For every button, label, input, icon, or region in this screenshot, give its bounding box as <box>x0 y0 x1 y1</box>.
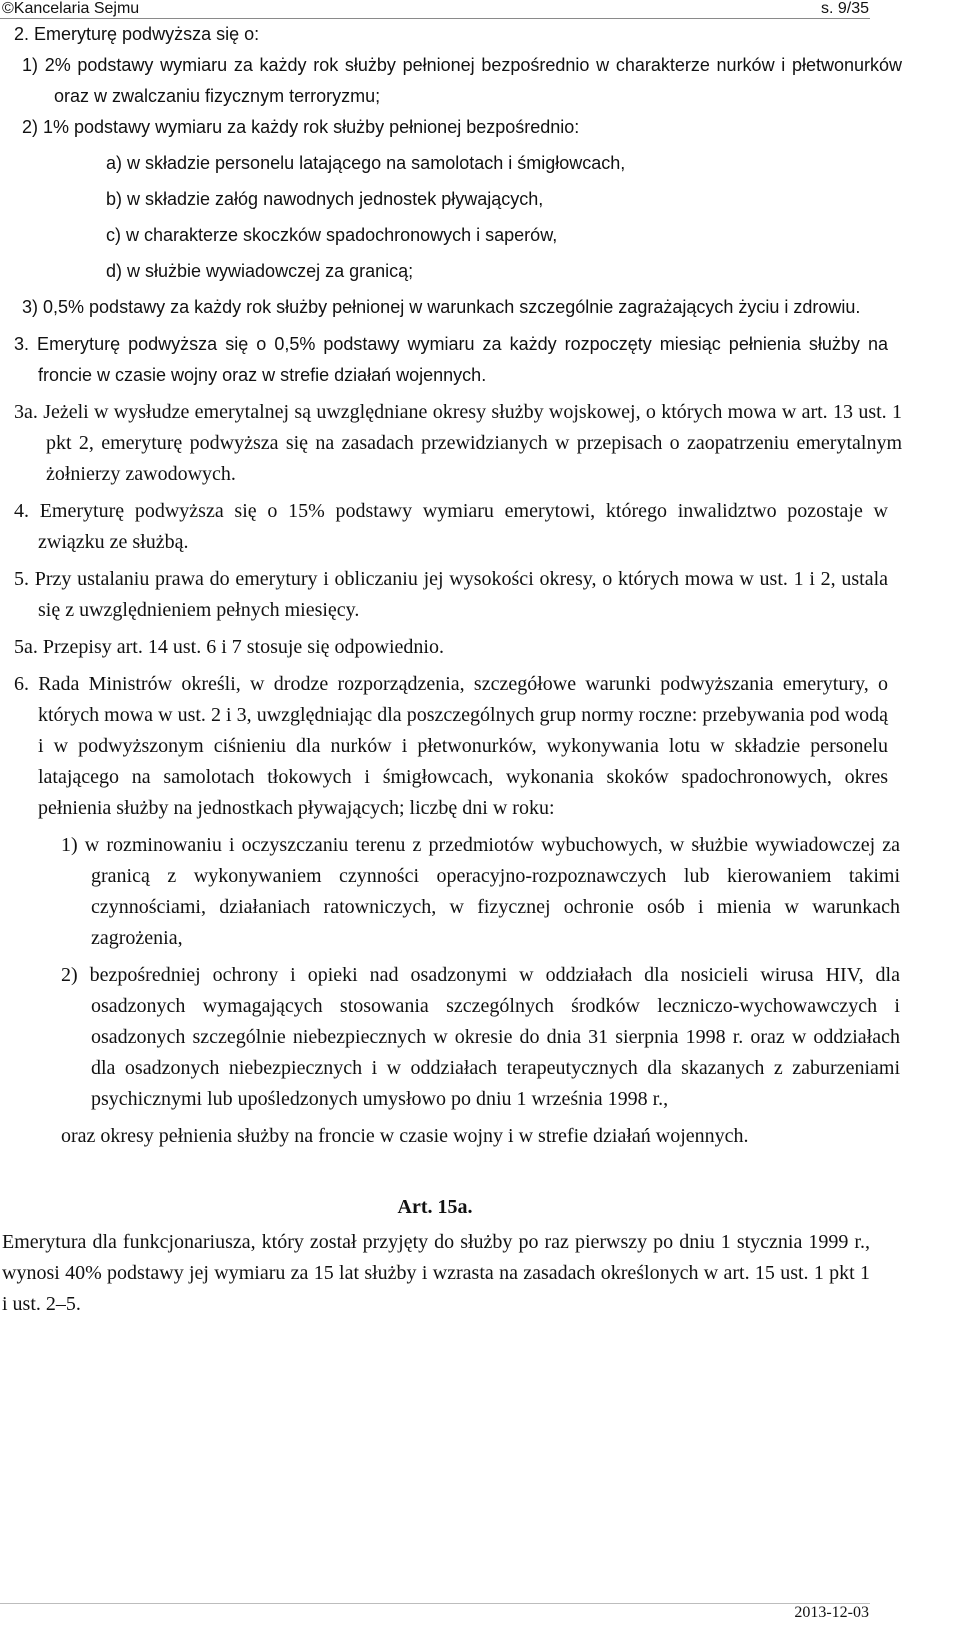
paragraph-2-point-2: 2) 1% podstawy wymiaru za każdy rok służby pełnionej bezpośrednio: <box>22 117 580 137</box>
paragraph-6-closing: oraz okresy pełnienia służby na froncie w czasie wojny i w strefie działań wojennych. <box>61 1125 749 1147</box>
paragraph-4: 4. Emeryturę podwyższa się o 15% podstawy wymiaru emerytowi, którego inwalidztwo pozostaje w związku ze służbą. <box>14 500 888 553</box>
paragraph-6-intro: 6. Rada Ministrów określi, w drodze rozporządzenia, szczegółowe warunki podwyższania emerytury, o których mowa w ust. 2 i 3, uwzględniając dla poszczególnych grup normy roczne: przebywania pod wodą i w podwyższonym ciśnieniu dla nurków i płetwonurków, wykonywania lotu w składzie personelu latającego na samolotach tłokowych i śmigłowcach, wykonania skoków spadochronowych, okres pełnienia służby na jednostkach pływających; liczbę dni w roku: <box>14 673 888 819</box>
header-page-number: s. 9/35 <box>820 0 869 17</box>
paragraph-2-intro: 2. Emeryturę podwyższa się o: <box>14 24 260 44</box>
paragraph-6-point-1: 1) w rozminowaniu i oczyszczaniu terenu z przedmiotów wybuchowych, w służbie wywiadowczej za granicą z wykonywaniem czynności operacyjno-rozpoznawczych lub kierowaniem takimi czynnościami, działaniach ratowniczych, w fizycznej ochronie osób i mienia w warunkach zagrożenia, <box>61 834 900 949</box>
paragraph-6-point-2: 2) bezpośredniej ochrony i opieki nad osadzonymi w oddziałach dla nosicieli wirusa HIV, dla osadzonych wymagających stosowania szczególnych środków leczniczo-wychowawczych i osadzonych szczególnie niebezpiecznych w okresie do dnia 31 sierpnia 1998 r. oraz w oddziałach dla osadzonych niebezpiecznych i w oddziałach terapeutycznych dla skazanych z zaburzeniami psychicznymi lub upośledzonych umysłowo po dniu 1 września 1998 r., <box>61 964 900 1110</box>
article-15a-title: Art. 15a. <box>397 1196 473 1218</box>
paragraph-2-point-3: 3) 0,5% podstawy za każdy rok służby pełnionej w warunkach szczególnie zagrażających życiu i zdrowiu. <box>22 297 861 317</box>
document-body <box>0 19 960 1320</box>
paragraph-3a: 3a. Jeżeli w wysłudze emerytalnej są uwzględniane okresy służby wojskowej, o których mowa w art. 13 ust. 1 pkt 2, emeryturę podwyższa się na zasadach przewidzianych w przepisach o zaopatrzeniu emerytalnym żołnierzy zawodowych. <box>14 401 902 485</box>
page-header <box>0 0 960 20</box>
paragraph-2-point-1: 1) 2% podstawy wymiaru za każdy rok służby pełnionej bezpośrednio w charakterze nurków i płetwonurków oraz w zwalczaniu fizycznym terroryzmu; <box>22 55 902 106</box>
paragraph-2-letter-b: b) w składzie załóg nawodnych jednostek pływających, <box>106 189 544 209</box>
footer-date: 2013-12-03 <box>794 1604 869 1621</box>
header-source: ©Kancelaria Sejmu <box>2 0 140 17</box>
paragraph-2-letter-c: c) w charakterze skoczków spadochronowych i saperów, <box>106 225 558 245</box>
footer-rule <box>0 1603 870 1604</box>
paragraph-2-letter-d: d) w służbie wywiadowczej za granicą; <box>106 261 414 281</box>
paragraph-3: 3. Emeryturę podwyższa się o 0,5% podstawy wymiaru za każdy rozpoczęty miesiąc pełnienia służby na froncie w czasie wojny oraz w strefie działań wojennych. <box>14 334 888 385</box>
paragraph-5a: 5a. Przepisy art. 14 ust. 6 i 7 stosuje się odpowiednio. <box>14 636 444 658</box>
paragraph-5: 5. Przy ustalaniu prawa do emerytury i obliczaniu jej wysokości okresy, o których mowa w ust. 1 i 2, ustala się z uwzględnieniem pełnych miesięcy. <box>14 568 888 621</box>
article-15a-body: Emerytura dla funkcjonariusza, który został przyjęty do służby po raz pierwszy po dniu 1 stycznia 1999 r., wynosi 40% podstawy jej wymiaru za 15 lat służby i wzrasta na zasadach określonych w art. 15 ust. 1 pkt 1 i ust. 2–5. <box>2 1231 870 1315</box>
paragraph-2-letter-a: a) w składzie personelu latającego na samolotach i śmigłowcach, <box>106 153 626 173</box>
